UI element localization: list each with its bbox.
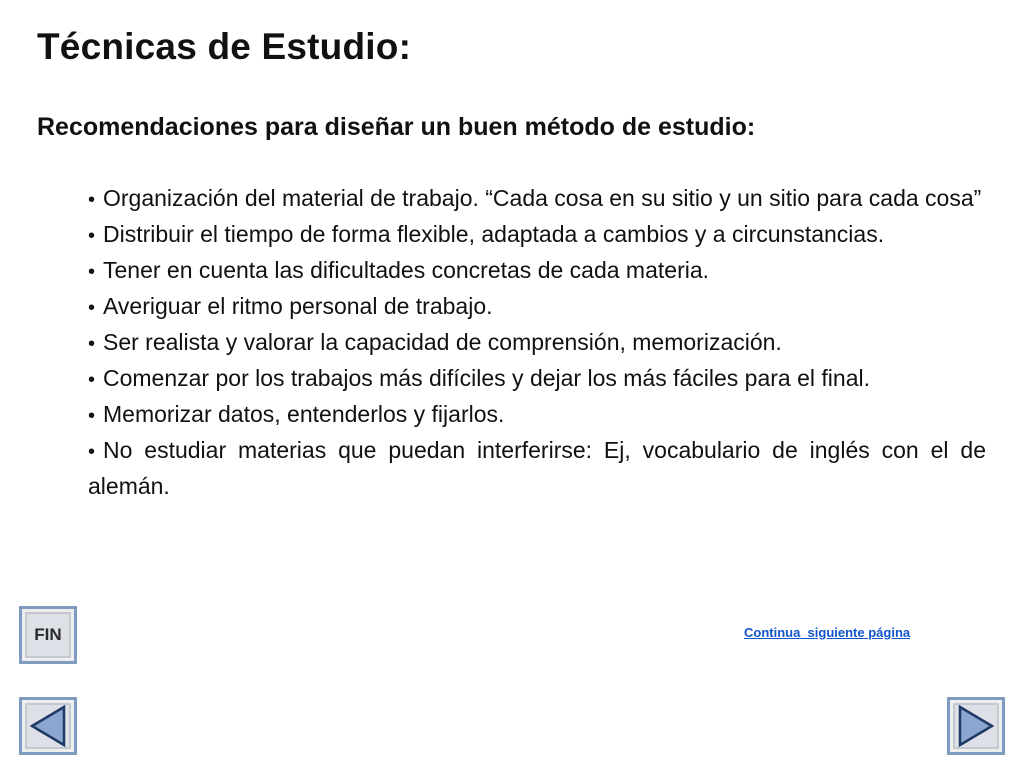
list-item	[88, 253, 986, 289]
bullet-icon: •	[88, 333, 96, 355]
bullet-icon: •	[88, 441, 96, 463]
bullet-icon: •	[88, 225, 96, 247]
bullet-icon: •	[88, 189, 96, 211]
bullet-icon: •	[88, 297, 96, 319]
list-item	[88, 217, 986, 253]
list-item	[88, 433, 986, 503]
list-item	[88, 181, 986, 217]
list-item-text: Distribuir el tiempo de forma flexible, adaptada a cambios y a circunstancias.	[103, 221, 885, 247]
list-item-text: Averiguar el ritmo personal de trabajo.	[103, 293, 493, 319]
continue-next-page-link[interactable]: Continua siguiente página	[744, 625, 911, 640]
previous-slide-button[interactable]	[19, 697, 77, 755]
bullet-icon: •	[88, 261, 96, 283]
list-item	[88, 397, 986, 433]
fin-button-label: FIN	[34, 625, 62, 644]
list-item-text: Tener en cuenta las dificultades concretas de cada materia.	[103, 257, 710, 283]
next-slide-button[interactable]	[947, 697, 1005, 755]
list-item	[88, 289, 986, 325]
triangle-left-icon	[25, 703, 71, 749]
triangle-right-icon	[953, 703, 999, 749]
bullet-icon: •	[88, 369, 96, 391]
list-item-text: No estudiar materias que puedan interferirse: Ej, vocabulario de inglés con el de alemán.	[88, 437, 986, 499]
slide-subtitle: Recomendaciones para diseñar un buen método de estudio:	[37, 113, 756, 141]
list-item	[88, 325, 986, 361]
list-item-text: Ser realista y valorar la capacidad de comprensión, memorización.	[103, 329, 782, 355]
list-item-text: Comenzar por los trabajos más difíciles y dejar los más fáciles para el final.	[103, 365, 870, 391]
slide-title: Técnicas de Estudio:	[37, 26, 412, 67]
list-item-text: Organización del material de trabajo. “Cada cosa en su sitio y un sitio para cada cosa”	[103, 185, 982, 211]
list-item	[88, 361, 986, 397]
list-item-text: Memorizar datos, entenderlos y fijarlos.	[103, 401, 505, 427]
bullet-icon: •	[88, 405, 96, 427]
fin-button[interactable]	[19, 606, 77, 664]
recommendation-list	[88, 181, 986, 503]
